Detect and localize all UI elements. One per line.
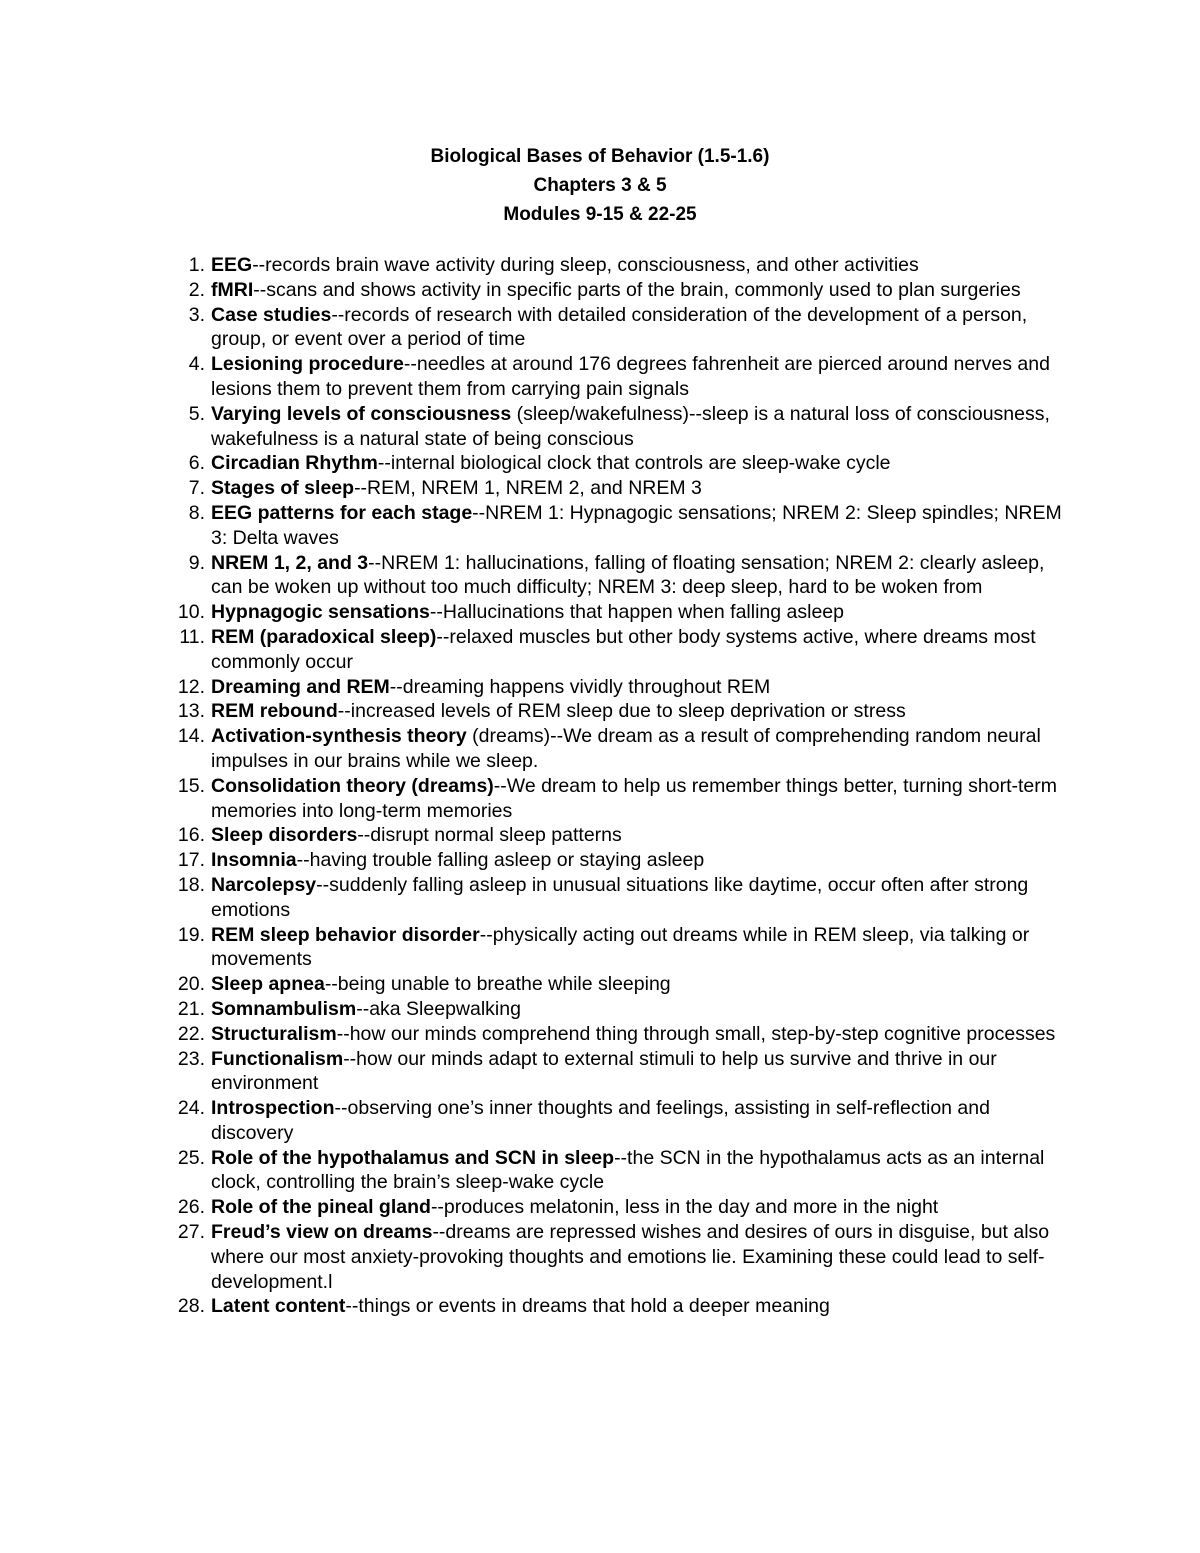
term-name: REM rebound — [211, 700, 338, 723]
item-number: 27. — [177, 1221, 205, 1244]
term-name: Case studies — [211, 303, 332, 326]
term-name: Stages of sleep — [211, 477, 355, 500]
term-name: REM (paradoxical sleep) — [211, 625, 437, 648]
term-definition: --being unable to breathe while sleeping — [324, 973, 671, 996]
item-number: 12. — [177, 675, 205, 698]
item-number: 17. — [177, 849, 205, 872]
term-definition: --the SCN in the hypothalamus acts as an internal clock, controlling the brain’s sleep-wake cycle — [211, 1146, 1045, 1194]
term-qualifier: (dreams) — [466, 725, 551, 748]
list-item — [165, 675, 1065, 700]
item-number: 21. — [177, 997, 205, 1020]
list-item — [165, 625, 1065, 675]
list-item — [165, 1146, 1065, 1196]
term-name: Structuralism — [211, 1022, 337, 1045]
term-name: Varying levels of consciousness — [211, 402, 512, 425]
term-definition: --internal biological clock that controls are sleep-wake cycle — [377, 452, 891, 475]
item-number: 14. — [177, 725, 205, 748]
item-number: 8. — [188, 501, 205, 524]
term-name: Narcolepsy — [211, 873, 317, 896]
item-number: 1. — [188, 254, 205, 276]
term-name: Insomnia — [211, 849, 297, 872]
item-number: 22. — [177, 1022, 205, 1045]
list-item — [165, 997, 1065, 1022]
item-number: 24. — [177, 1097, 205, 1120]
term-definition: --records of research with detailed consideration of the development of a person, group, or event over a period of time — [211, 303, 1028, 351]
item-number: 9. — [188, 551, 205, 574]
term-name: Consolidation theory (dreams) — [211, 774, 494, 797]
list-item — [165, 402, 1065, 452]
term-name: Dreaming and REM — [211, 675, 390, 698]
term-definition: --sleep is a natural loss of consciousness, wakefulness is a natural state of being conscious — [211, 402, 1050, 450]
term-definition: --NREM 1: hallucinations, falling of floating sensation; NREM 2: clearly asleep, can be woken up without too much difficulty; NREM 3: deep sleep, hard to be woken from — [211, 551, 1045, 599]
item-number: 6. — [188, 452, 205, 475]
term-name: NREM 1, 2, and 3 — [211, 551, 369, 574]
term-list — [165, 253, 1065, 1319]
term-name: REM sleep behavior disorder — [211, 923, 480, 946]
item-number: 5. — [188, 402, 205, 425]
document-header — [0, 142, 1200, 229]
item-number: 19. — [177, 923, 205, 946]
item-number: 20. — [177, 973, 205, 996]
document-modules: Modules 9-15 & 22-25 — [503, 204, 697, 225]
document-title: Biological Bases of Behavior (1.5-1.6) — [430, 146, 770, 167]
term-name: Activation-synthesis theory — [211, 725, 467, 748]
term-definition: --physically acting out dreams while in REM sleep, via talking or movements — [211, 923, 1030, 971]
list-item — [165, 551, 1065, 601]
term-definition: --relaxed muscles but other body systems active, where dreams most commonly occur — [211, 625, 1036, 673]
item-number: 3. — [188, 303, 205, 326]
list-item — [165, 278, 1065, 303]
item-number: 11. — [179, 625, 205, 648]
list-item — [165, 352, 1065, 402]
item-number: 16. — [177, 824, 205, 847]
list-item — [165, 1047, 1065, 1097]
term-definition: --produces melatonin, less in the day and more in the night — [430, 1196, 939, 1219]
term-name: EEG patterns for each stage — [211, 501, 473, 524]
list-item — [165, 848, 1065, 873]
list-item — [165, 699, 1065, 724]
term-name: Hypnagogic sensations — [211, 601, 430, 624]
term-definition: --having trouble falling asleep or staying asleep — [296, 849, 705, 872]
term-name: fMRI — [211, 278, 254, 301]
item-number: 23. — [177, 1047, 205, 1070]
term-name: Lesioning procedure — [211, 353, 404, 376]
term-definition: --how our minds adapt to external stimuli to help us survive and thrive in our environment — [211, 1047, 997, 1095]
list-item — [165, 724, 1065, 774]
term-definition: --needles at around 176 degrees fahrenheit are pierced around nerves and lesions them to prevent them from carrying pain signals — [211, 353, 1050, 400]
list-item — [165, 873, 1065, 923]
term-definition: --Hallucinations that happen when falling asleep — [429, 601, 844, 624]
term-name: Role of the hypothalamus and SCN in sleep — [211, 1146, 615, 1169]
item-number: 2. — [188, 278, 205, 301]
term-name: EEG — [211, 254, 253, 276]
item-number: 25. — [177, 1146, 205, 1169]
list-item — [165, 476, 1065, 501]
list-item — [165, 253, 1065, 278]
item-number: 18. — [177, 873, 205, 896]
list-item — [165, 1220, 1065, 1294]
term-name: Role of the pineal gland — [211, 1196, 431, 1219]
list-item — [165, 923, 1065, 973]
list-item — [165, 501, 1065, 551]
item-number: 26. — [177, 1196, 205, 1219]
term-definition: --We dream as a result of comprehending random neural impulses in our brains while we sleep. — [211, 725, 1041, 772]
list-item — [165, 600, 1065, 625]
term-name: Functionalism — [211, 1047, 344, 1070]
item-number: 10. — [177, 601, 205, 624]
term-definition: --NREM 1: Hypnagogic sensations; NREM 2: Sleep spindles; NREM 3: Delta waves — [211, 501, 1062, 549]
list-item — [165, 1096, 1065, 1146]
list-item — [165, 972, 1065, 997]
list-item — [165, 823, 1065, 848]
term-definition: --increased levels of REM sleep due to sleep deprivation or stress — [337, 700, 906, 723]
term-name: Somnambulism — [211, 997, 357, 1020]
term-name: Circadian Rhythm — [211, 452, 378, 475]
item-number: 4. — [188, 353, 205, 376]
term-definition: --how our minds comprehend thing through small, step-by-step cognitive processes — [336, 1022, 1056, 1045]
term-definition: --observing one’s inner thoughts and feelings, assisting in self-reflection and discovery — [211, 1097, 990, 1144]
list-item — [165, 1022, 1065, 1047]
term-name: Sleep apnea — [211, 973, 325, 996]
list-item — [165, 1294, 1065, 1319]
term-definition: --We dream to help us remember things better, turning short-term memories into long-term memories — [211, 774, 1057, 822]
item-number: 15. — [177, 774, 205, 797]
term-name: Introspection — [211, 1097, 335, 1120]
item-number: 28. — [177, 1295, 205, 1318]
term-definition: --REM, NREM 1, NREM 2, and NREM 3 — [354, 477, 702, 500]
term-qualifier: (sleep/wakefulness) — [511, 402, 689, 425]
term-definition: --aka Sleepwalking — [356, 997, 521, 1020]
term-definition: --suddenly falling asleep in unusual situations like daytime, occur often after strong emotions — [211, 873, 1029, 921]
term-definition: --records brain wave activity during sleep, consciousness, and other activities — [252, 254, 919, 276]
list-item — [165, 1195, 1065, 1220]
term-definition: --dreams are repressed wishes and desires of ours in disguise, but also where our most anxiety-provoking thoughts and emotions lie. Examining these could lead to self-development.l — [211, 1221, 1050, 1293]
list-item — [165, 451, 1065, 476]
term-definition: --things or events in dreams that hold a deeper meaning — [345, 1295, 830, 1318]
term-name: Latent content — [211, 1295, 346, 1318]
term-name: Freud’s view on dreams — [211, 1221, 433, 1244]
term-definition: --dreaming happens vividly throughout REM — [389, 675, 771, 698]
list-item — [165, 774, 1065, 824]
item-number: 7. — [188, 477, 205, 500]
item-number: 13. — [177, 700, 205, 723]
document-chapters: Chapters 3 & 5 — [533, 175, 667, 196]
term-name: Sleep disorders — [211, 824, 358, 847]
list-item — [165, 303, 1065, 353]
term-definition: --disrupt normal sleep patterns — [357, 824, 622, 847]
term-definition: --scans and shows activity in specific parts of the brain, commonly used to plan surgeries — [253, 278, 1021, 301]
